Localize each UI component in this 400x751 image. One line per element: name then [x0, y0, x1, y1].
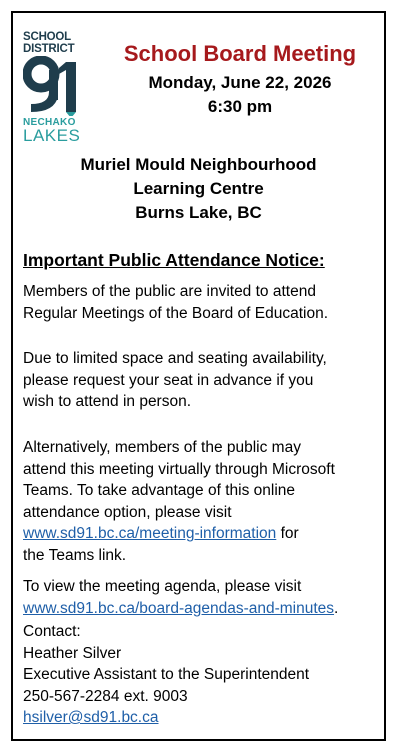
paragraph-line: attendance option, please visit [23, 503, 232, 521]
meeting-time: 6:30 pm [207, 97, 273, 116]
paragraph-seating [23, 348, 383, 413]
logo-nechako-text: NECHAKO [23, 117, 76, 128]
meeting-date: Monday, June 22, 2026 [148, 73, 332, 92]
paragraph-line: Due to limited space and seating availability, [23, 350, 327, 367]
venue-line-1: Muriel Mould Neighbourhood [80, 155, 317, 174]
paragraph-invitation [23, 281, 383, 324]
logo-number-91-icon [23, 56, 85, 116]
meeting-title: School Board Meeting [123, 41, 357, 66]
contact-email-line [23, 707, 383, 729]
contact-phone: 250-567-2284 ext. 9003 [23, 687, 188, 705]
venue-line-2: Learning Centre [133, 179, 264, 198]
paragraph-line: wish to attend in person. [23, 393, 192, 410]
paragraph-line [23, 598, 383, 620]
paragraph-line: please request your seat in advance if you [23, 371, 314, 389]
paragraph-line: Teams. To take advantage of this online [23, 482, 295, 499]
board-agendas-link[interactable]: www.sd91.bc.ca/board-agendas-and-minutes [23, 599, 335, 617]
link-suffix: for [276, 525, 299, 542]
paragraph-agenda [23, 576, 383, 619]
paragraph-line: Regular Meetings of the Board of Education. [23, 304, 329, 322]
notice-frame [11, 11, 386, 741]
paragraph-line: attend this meeting virtually through Microsoft [23, 460, 335, 478]
link-suffix: . [334, 599, 339, 617]
paragraph-line: To view the meeting agenda, please visit [23, 578, 302, 595]
logo-lakes-text: LAKES [23, 126, 81, 145]
contact-email-link[interactable]: hsilver@sd91.bc.ca [23, 709, 159, 726]
logo-school-text: SCHOOL [23, 31, 71, 43]
school-district-logo [23, 31, 85, 149]
contact-label: Contact: [23, 623, 81, 640]
contact-block [23, 621, 383, 729]
paragraph-line: the Teams link. [23, 546, 127, 564]
paragraph-virtual [23, 437, 383, 566]
contact-name: Heather Silver [23, 644, 122, 662]
logo-district-text: DISTRICT [23, 43, 75, 55]
paragraph-line [23, 523, 383, 545]
notice-heading: Important Public Attendance Notice: [23, 250, 325, 270]
paragraph-line: Alternatively, members of the public may [23, 439, 301, 456]
meeting-information-link[interactable]: www.sd91.bc.ca/meeting-information [23, 525, 277, 542]
venue-line-3: Burns Lake, BC [135, 203, 262, 222]
contact-role: Executive Assistant to the Superintendent [23, 666, 310, 683]
paragraph-line: Members of the public are invited to attend [23, 283, 316, 300]
